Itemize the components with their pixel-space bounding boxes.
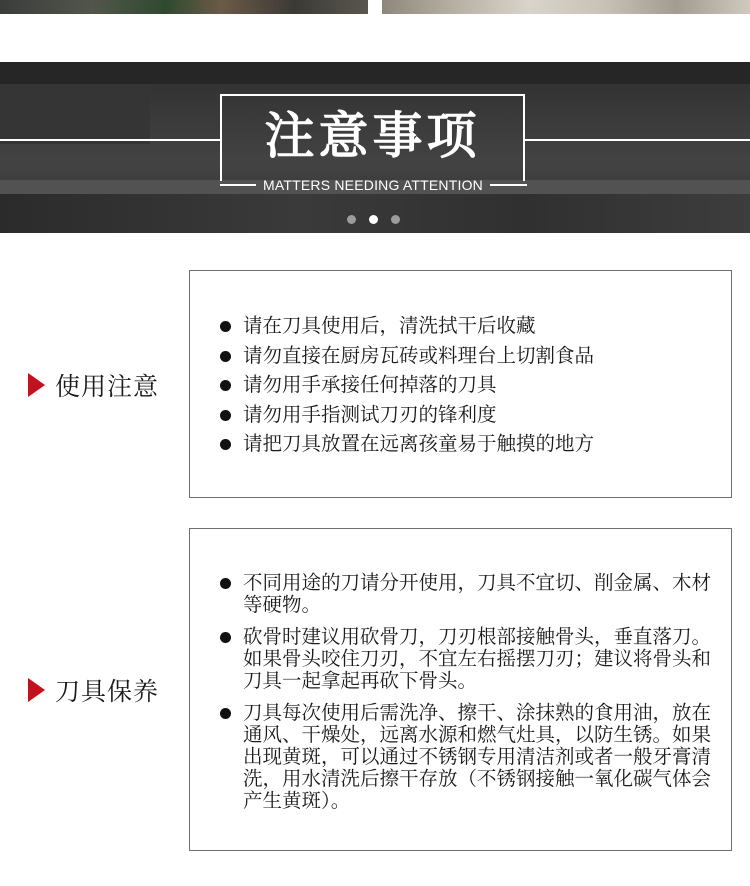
list-item <box>217 315 723 337</box>
list-item <box>217 626 721 692</box>
list-item-text: 请勿直接在厨房瓦砖或料理台上切割食品 <box>243 343 595 367</box>
list-item <box>217 404 723 426</box>
carousel-dots <box>347 209 413 219</box>
list-item-text: 请勿用手指测试刀刃的锋利度 <box>243 402 497 426</box>
triangle-right-icon <box>28 678 45 702</box>
banner-bg-cabinet <box>0 62 750 84</box>
list-item-text: 请把刀具放置在远离孩童易于触摸的地方 <box>243 432 595 455</box>
product-photo-right <box>382 0 750 14</box>
list-item-text: 砍骨时建议用砍骨刀，刀刃根部接触骨头，垂直落刀。如果骨头咬住刀刃，不宜左右摇摆刀刃；建议将骨头和刀具一起拿起再砍下骨头。 <box>243 625 712 692</box>
banner-bg-wall <box>0 84 150 144</box>
banner-rule-right <box>525 139 750 141</box>
care-section-title: 刀具保养 <box>55 677 160 706</box>
usage-notes-list <box>217 315 731 455</box>
attention-banner <box>0 62 750 233</box>
list-item-text: 请在刀具使用后，清洗拭干后收藏 <box>243 314 536 337</box>
list-item <box>217 345 723 367</box>
list-item <box>217 433 723 455</box>
bullet-icon <box>220 439 231 450</box>
list-item <box>217 374 723 396</box>
list-item <box>217 572 721 616</box>
product-photo-left <box>0 0 368 14</box>
list-item-text: 刀具每次使用后需洗净、擦干、涂抹熟的食用油，放在通风、干燥处，远离水源和燃气灶具，以防生锈。如果出现黄斑，可以通过不锈钢专用清洁剂或者一般牙膏清洗，用水清洗后擦干存放（不锈钢接触一氧化碳气体会产生黄斑）。 <box>243 701 712 812</box>
care-notes-box <box>189 528 732 851</box>
banner-subtitle-rule-right <box>490 184 527 186</box>
bullet-icon <box>220 321 231 332</box>
care-notes-list <box>217 572 731 812</box>
bullet-icon <box>220 632 231 643</box>
usage-section-title: 使用注意 <box>55 372 160 401</box>
bullet-icon <box>220 351 231 362</box>
list-item-text: 不同用途的刀请分开使用，刀具不宜切、削金属、木材等硬物。 <box>243 571 712 616</box>
carousel-dot-2[interactable] <box>369 215 378 224</box>
list-item-text: 请勿用手承接任何掉落的刀具 <box>243 373 497 396</box>
banner-rule-left <box>0 139 220 141</box>
banner-title: 注意事项 <box>264 107 481 165</box>
bullet-icon <box>220 578 231 589</box>
triangle-right-icon <box>28 373 45 397</box>
carousel-dot-3[interactable] <box>391 215 400 224</box>
bullet-icon <box>220 380 231 391</box>
bullet-icon <box>220 410 231 421</box>
banner-subtitle: MATTERS NEEDING ATTENTION <box>263 177 483 193</box>
care-section-label <box>28 675 159 705</box>
bullet-icon <box>220 708 231 719</box>
usage-section-label <box>28 370 159 400</box>
banner-subtitle-rule-left <box>220 184 256 186</box>
usage-notes-box <box>189 270 732 498</box>
list-item <box>217 702 721 812</box>
carousel-dot-1[interactable] <box>347 215 356 224</box>
